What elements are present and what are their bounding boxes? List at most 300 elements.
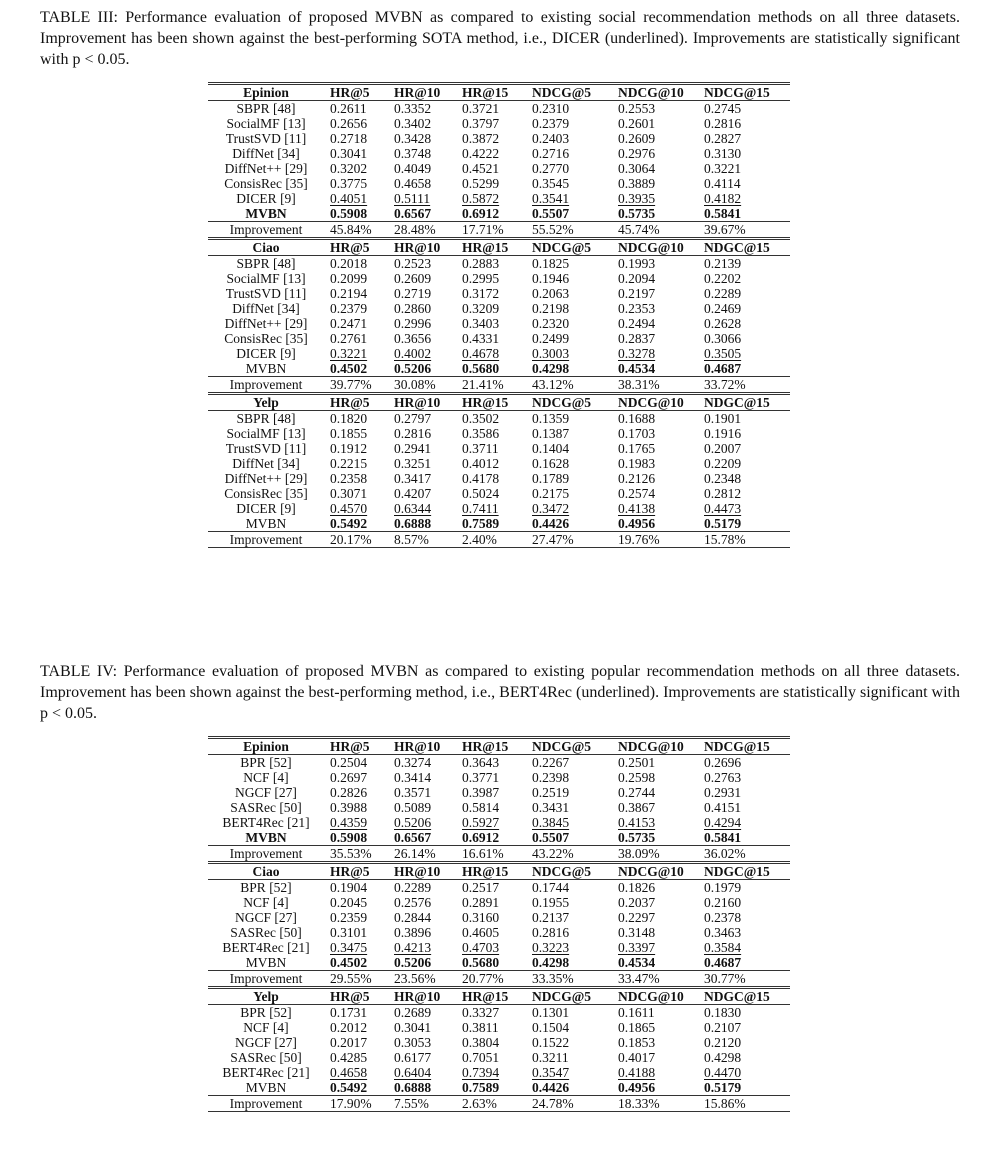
table-row bbox=[208, 206, 790, 222]
metric-value: 0.6567 bbox=[394, 206, 432, 221]
metric-value: 0.3775 bbox=[330, 176, 368, 191]
metric-value: 0.5111 bbox=[394, 191, 431, 206]
metric-value: 0.3251 bbox=[394, 456, 432, 471]
metric-cell bbox=[526, 176, 612, 191]
metric-value: 0.3545 bbox=[532, 176, 570, 191]
metric-value: 0.2697 bbox=[330, 770, 368, 785]
metric-value: 0.3502 bbox=[462, 411, 500, 426]
metric-value: 0.4521 bbox=[462, 161, 500, 176]
metric-value: 0.4687 bbox=[704, 955, 742, 970]
metric-cell bbox=[456, 331, 526, 346]
metric-cell bbox=[612, 316, 698, 331]
metric-cell bbox=[526, 1065, 612, 1080]
improvement-value: 55.52% bbox=[526, 222, 612, 239]
metric-value: 0.3475 bbox=[330, 940, 368, 955]
metric-value: 0.2063 bbox=[532, 286, 570, 301]
metric-value: 0.2358 bbox=[330, 471, 368, 486]
metric-value: 0.6888 bbox=[394, 516, 432, 531]
metric-value: 0.4605 bbox=[462, 925, 500, 940]
metric-cell bbox=[388, 206, 456, 222]
metric-cell bbox=[324, 895, 388, 910]
metric-value: 0.3896 bbox=[394, 925, 432, 940]
metric-value: 0.3748 bbox=[394, 146, 432, 161]
metric-value: 0.2348 bbox=[704, 471, 742, 486]
metric-cell bbox=[698, 301, 790, 316]
metric-value: 0.5841 bbox=[704, 206, 742, 221]
table-row bbox=[208, 161, 790, 176]
metric-value: 0.3472 bbox=[532, 501, 570, 516]
metric-value: 0.4178 bbox=[462, 471, 500, 486]
table-row bbox=[208, 1005, 790, 1021]
metric-cell bbox=[612, 830, 698, 846]
metric-value: 0.2718 bbox=[330, 131, 368, 146]
metric-value: 0.1901 bbox=[704, 411, 742, 426]
metric-cell bbox=[388, 755, 456, 771]
metric-value: 0.3867 bbox=[618, 800, 656, 815]
metric-cell bbox=[456, 256, 526, 272]
metric-header: NDCG@5 bbox=[526, 738, 612, 755]
metric-value: 0.3397 bbox=[618, 940, 656, 955]
table-row bbox=[208, 101, 790, 117]
metric-value: 0.1826 bbox=[618, 880, 656, 895]
metric-cell bbox=[456, 1065, 526, 1080]
metric-cell bbox=[612, 161, 698, 176]
metric-value: 0.3101 bbox=[330, 925, 368, 940]
metric-cell bbox=[612, 146, 698, 161]
metric-cell bbox=[324, 815, 388, 830]
metric-cell bbox=[526, 940, 612, 955]
metric-cell bbox=[698, 1050, 790, 1065]
metric-cell bbox=[526, 161, 612, 176]
table-row bbox=[208, 755, 790, 771]
metric-cell bbox=[698, 346, 790, 361]
metric-header: NDCG@10 bbox=[612, 863, 698, 880]
improvement-value: 20.17% bbox=[324, 532, 388, 548]
metric-cell bbox=[456, 131, 526, 146]
metric-cell bbox=[388, 191, 456, 206]
metric-header: NDCG@10 bbox=[612, 738, 698, 755]
metric-value: 0.2816 bbox=[394, 426, 432, 441]
metric-cell bbox=[324, 271, 388, 286]
metric-value: 0.2519 bbox=[532, 785, 570, 800]
metric-value: 0.4534 bbox=[618, 361, 656, 376]
metric-value: 0.4182 bbox=[704, 191, 742, 206]
metric-cell bbox=[698, 411, 790, 427]
metric-cell bbox=[456, 101, 526, 117]
metric-value: 0.3041 bbox=[330, 146, 368, 161]
metric-value: 0.2941 bbox=[394, 441, 432, 456]
improvement-value: 17.71% bbox=[456, 222, 526, 239]
metric-cell bbox=[388, 770, 456, 785]
dataset-label: Ciao bbox=[208, 239, 324, 256]
metric-cell bbox=[456, 286, 526, 301]
metric-cell bbox=[456, 161, 526, 176]
metric-cell bbox=[388, 456, 456, 471]
method-name: DiffNet [34] bbox=[232, 301, 300, 316]
method-name: SocialMF [13] bbox=[226, 426, 306, 441]
metric-value: 0.4956 bbox=[618, 516, 656, 531]
metric-cell bbox=[526, 426, 612, 441]
metric-value: 0.3571 bbox=[394, 785, 432, 800]
metric-cell bbox=[526, 770, 612, 785]
metric-value: 0.2609 bbox=[618, 131, 656, 146]
metric-cell bbox=[324, 755, 388, 771]
metric-cell bbox=[526, 286, 612, 301]
metric-value: 0.2379 bbox=[532, 116, 570, 131]
metric-value: 0.3505 bbox=[704, 346, 742, 361]
metric-cell bbox=[388, 256, 456, 272]
metric-cell bbox=[526, 256, 612, 272]
section-header-row bbox=[208, 239, 790, 256]
metric-cell bbox=[456, 471, 526, 486]
metric-cell bbox=[526, 191, 612, 206]
metric-cell bbox=[456, 955, 526, 971]
metric-header: HR@15 bbox=[456, 84, 526, 101]
improvement-label: Improvement bbox=[208, 532, 324, 548]
metric-cell bbox=[698, 286, 790, 301]
metric-cell bbox=[388, 800, 456, 815]
metric-value: 0.3160 bbox=[462, 910, 500, 925]
metric-cell bbox=[324, 331, 388, 346]
improvement-value: 18.33% bbox=[612, 1096, 698, 1112]
metric-value: 0.2601 bbox=[618, 116, 656, 131]
metric-value: 0.4658 bbox=[330, 1065, 368, 1080]
improvement-value: 7.55% bbox=[388, 1096, 456, 1112]
metric-cell bbox=[456, 1050, 526, 1065]
table-row bbox=[208, 426, 790, 441]
metric-cell bbox=[698, 501, 790, 516]
metric-cell bbox=[612, 116, 698, 131]
metric-header: NDCG@10 bbox=[612, 84, 698, 101]
metric-cell bbox=[612, 471, 698, 486]
metric-cell bbox=[612, 815, 698, 830]
metric-value: 0.5680 bbox=[462, 361, 500, 376]
metric-value: 0.6344 bbox=[394, 501, 432, 516]
method-name: NGCF [27] bbox=[235, 910, 297, 925]
metric-value: 0.2770 bbox=[532, 161, 570, 176]
improvement-value: 16.61% bbox=[456, 846, 526, 863]
metric-header: HR@5 bbox=[324, 239, 388, 256]
metric-cell bbox=[698, 880, 790, 896]
metric-value: 0.5908 bbox=[330, 830, 368, 845]
metric-value: 0.4188 bbox=[618, 1065, 656, 1080]
metric-cell bbox=[526, 1080, 612, 1096]
metric-value: 0.6912 bbox=[462, 830, 500, 845]
metric-value: 0.2628 bbox=[704, 316, 742, 331]
improvement-label: Improvement bbox=[208, 846, 324, 863]
metric-cell bbox=[324, 800, 388, 815]
metric-cell bbox=[698, 146, 790, 161]
metric-value: 0.4502 bbox=[330, 955, 368, 970]
metric-header: HR@10 bbox=[388, 394, 456, 411]
metric-header: NDGC@15 bbox=[698, 863, 790, 880]
metric-value: 0.7394 bbox=[462, 1065, 500, 1080]
metric-value: 0.3417 bbox=[394, 471, 432, 486]
metric-header: HR@5 bbox=[324, 988, 388, 1005]
metric-cell bbox=[698, 1020, 790, 1035]
metric-cell bbox=[324, 1080, 388, 1096]
metric-cell bbox=[456, 815, 526, 830]
metric-value: 0.6404 bbox=[394, 1065, 432, 1080]
metric-value: 0.2598 bbox=[618, 770, 656, 785]
metric-cell bbox=[388, 501, 456, 516]
metric-cell bbox=[526, 501, 612, 516]
metric-cell bbox=[388, 516, 456, 532]
improvement-value: 43.12% bbox=[526, 377, 612, 394]
metric-cell bbox=[388, 471, 456, 486]
metric-value: 0.2403 bbox=[532, 131, 570, 146]
metric-cell bbox=[324, 316, 388, 331]
method-name: TrustSVD [11] bbox=[225, 131, 307, 146]
metric-cell bbox=[456, 116, 526, 131]
method-name: SocialMF [13] bbox=[226, 271, 306, 286]
method-name: DiffNet++ [29] bbox=[224, 161, 308, 176]
metric-cell bbox=[526, 361, 612, 377]
metric-value: 0.2215 bbox=[330, 456, 368, 471]
metric-cell bbox=[388, 925, 456, 940]
metric-cell bbox=[612, 895, 698, 910]
metric-cell bbox=[388, 1050, 456, 1065]
metric-cell bbox=[388, 411, 456, 427]
metric-cell bbox=[526, 116, 612, 131]
metric-value: 0.3804 bbox=[462, 1035, 500, 1050]
metric-value: 0.3148 bbox=[618, 925, 656, 940]
method-name: MVBN bbox=[245, 206, 287, 221]
metric-value: 0.2471 bbox=[330, 316, 368, 331]
metric-cell bbox=[388, 785, 456, 800]
method-name: DICER [9] bbox=[236, 191, 296, 206]
metric-cell bbox=[456, 1035, 526, 1050]
metric-cell bbox=[612, 1065, 698, 1080]
improvement-value: 39.67% bbox=[698, 222, 790, 239]
metric-value: 0.4298 bbox=[532, 955, 570, 970]
metric-cell bbox=[526, 880, 612, 896]
metric-cell bbox=[612, 271, 698, 286]
metric-value: 0.1387 bbox=[532, 426, 570, 441]
metric-value: 0.4956 bbox=[618, 1080, 656, 1095]
metric-value: 0.3811 bbox=[462, 1020, 499, 1035]
method-name: DICER [9] bbox=[236, 501, 296, 516]
table-row bbox=[208, 346, 790, 361]
metric-cell bbox=[388, 1035, 456, 1050]
metric-value: 0.1611 bbox=[618, 1005, 655, 1020]
metric-value: 0.6912 bbox=[462, 206, 500, 221]
metric-cell bbox=[456, 316, 526, 331]
metric-value: 0.1522 bbox=[532, 1035, 570, 1050]
improvement-row bbox=[208, 377, 790, 394]
metric-cell bbox=[526, 895, 612, 910]
metric-value: 0.5507 bbox=[532, 206, 570, 221]
method-name: NCF [4] bbox=[243, 895, 289, 910]
metric-cell bbox=[388, 1065, 456, 1080]
metric-value: 0.7411 bbox=[462, 501, 499, 516]
metric-header: HR@15 bbox=[456, 738, 526, 755]
table-row bbox=[208, 925, 790, 940]
method-name: MVBN bbox=[245, 830, 287, 845]
metric-cell bbox=[526, 1035, 612, 1050]
metric-value: 0.2120 bbox=[704, 1035, 742, 1050]
metric-value: 0.3352 bbox=[394, 101, 432, 116]
improvement-value: 36.02% bbox=[698, 846, 790, 863]
metric-value: 0.2494 bbox=[618, 316, 656, 331]
metric-value: 0.3041 bbox=[394, 1020, 432, 1035]
metric-cell bbox=[456, 830, 526, 846]
table-row bbox=[208, 1080, 790, 1096]
metric-cell bbox=[388, 426, 456, 441]
metric-value: 0.3066 bbox=[704, 331, 742, 346]
metric-value: 0.3988 bbox=[330, 800, 368, 815]
metric-cell bbox=[324, 910, 388, 925]
metric-value: 0.3202 bbox=[330, 161, 368, 176]
metric-cell bbox=[526, 206, 612, 222]
method-name: SASRec [50] bbox=[230, 925, 302, 940]
improvement-value: 38.09% bbox=[612, 846, 698, 863]
table-row bbox=[208, 316, 790, 331]
improvement-value: 33.47% bbox=[612, 971, 698, 988]
method-name: NGCF [27] bbox=[235, 1035, 297, 1050]
method-name: ConsisRec [35] bbox=[224, 486, 308, 501]
table-row bbox=[208, 331, 790, 346]
section-header-row bbox=[208, 863, 790, 880]
metric-value: 0.4426 bbox=[532, 516, 570, 531]
improvement-value: 2.40% bbox=[456, 532, 526, 548]
metric-cell bbox=[526, 955, 612, 971]
improvement-value: 29.55% bbox=[324, 971, 388, 988]
improvement-label: Improvement bbox=[208, 1096, 324, 1112]
metric-value: 0.3274 bbox=[394, 755, 432, 770]
metric-cell bbox=[324, 1050, 388, 1065]
metric-value: 0.2094 bbox=[618, 271, 656, 286]
method-name: SASRec [50] bbox=[230, 1050, 302, 1065]
metric-value: 0.3327 bbox=[462, 1005, 500, 1020]
table-row bbox=[208, 486, 790, 501]
metric-cell bbox=[698, 516, 790, 532]
metric-value: 0.4470 bbox=[704, 1065, 742, 1080]
method-name: SASRec [50] bbox=[230, 800, 302, 815]
metric-value: 0.1789 bbox=[532, 471, 570, 486]
metric-header: NDGC@15 bbox=[698, 394, 790, 411]
metric-value: 0.3172 bbox=[462, 286, 500, 301]
metric-cell bbox=[388, 161, 456, 176]
metric-cell bbox=[698, 1065, 790, 1080]
metric-cell bbox=[612, 1080, 698, 1096]
table-row bbox=[208, 131, 790, 146]
metric-cell bbox=[324, 1065, 388, 1080]
metric-value: 0.4473 bbox=[704, 501, 742, 516]
metric-value: 0.4359 bbox=[330, 815, 368, 830]
improvement-row bbox=[208, 1096, 790, 1112]
metric-value: 0.2931 bbox=[704, 785, 742, 800]
metric-cell bbox=[612, 770, 698, 785]
method-name: SocialMF [13] bbox=[226, 116, 306, 131]
metric-value: 0.2523 bbox=[394, 256, 432, 271]
metric-value: 0.2320 bbox=[532, 316, 570, 331]
table-row bbox=[208, 785, 790, 800]
metric-value: 0.1825 bbox=[532, 256, 570, 271]
table-row bbox=[208, 176, 790, 191]
table-row bbox=[208, 501, 790, 516]
improvement-value: 15.86% bbox=[698, 1096, 790, 1112]
metric-cell bbox=[612, 176, 698, 191]
metric-cell bbox=[526, 755, 612, 771]
table-row bbox=[208, 910, 790, 925]
table-row bbox=[208, 1035, 790, 1050]
method-name: MVBN bbox=[245, 516, 287, 531]
metric-value: 0.4298 bbox=[532, 361, 570, 376]
metric-cell bbox=[324, 1005, 388, 1021]
metric-value: 0.3771 bbox=[462, 770, 500, 785]
method-name: BERT4Rec [21] bbox=[222, 1065, 310, 1080]
table-row bbox=[208, 895, 790, 910]
metric-cell bbox=[612, 1005, 698, 1021]
metric-cell bbox=[612, 331, 698, 346]
table-row bbox=[208, 1065, 790, 1080]
metric-cell bbox=[456, 346, 526, 361]
metric-cell bbox=[456, 895, 526, 910]
metric-cell bbox=[698, 191, 790, 206]
improvement-value: 20.77% bbox=[456, 971, 526, 988]
metric-value: 0.1855 bbox=[330, 426, 368, 441]
table-row bbox=[208, 256, 790, 272]
metric-cell bbox=[324, 256, 388, 272]
metric-value: 0.3797 bbox=[462, 116, 500, 131]
metric-value: 0.1744 bbox=[532, 880, 570, 895]
metric-cell bbox=[324, 346, 388, 361]
metric-value: 0.5492 bbox=[330, 516, 368, 531]
metric-value: 0.2816 bbox=[704, 116, 742, 131]
metric-value: 0.2139 bbox=[704, 256, 742, 271]
metric-cell bbox=[612, 131, 698, 146]
metric-value: 0.5735 bbox=[618, 830, 656, 845]
metric-header: NDCG@10 bbox=[612, 394, 698, 411]
method-name: TrustSVD [11] bbox=[225, 441, 307, 456]
metric-cell bbox=[456, 426, 526, 441]
metric-header: HR@5 bbox=[324, 738, 388, 755]
improvement-row bbox=[208, 846, 790, 863]
metric-cell bbox=[388, 910, 456, 925]
metric-value: 0.3221 bbox=[704, 161, 742, 176]
metric-value: 0.3541 bbox=[532, 191, 570, 206]
improvement-row bbox=[208, 222, 790, 239]
metric-value: 0.3431 bbox=[532, 800, 570, 815]
metric-cell bbox=[324, 516, 388, 532]
metric-cell bbox=[612, 1020, 698, 1035]
improvement-label: Improvement bbox=[208, 377, 324, 394]
improvement-value: 8.57% bbox=[388, 532, 456, 548]
improvement-label: Improvement bbox=[208, 222, 324, 239]
metric-value: 0.2126 bbox=[618, 471, 656, 486]
metric-value: 0.3414 bbox=[394, 770, 432, 785]
metric-value: 0.4285 bbox=[330, 1050, 368, 1065]
metric-value: 0.3586 bbox=[462, 426, 500, 441]
metric-value: 0.2816 bbox=[532, 925, 570, 940]
metric-header: HR@15 bbox=[456, 988, 526, 1005]
metric-value: 0.7051 bbox=[462, 1050, 500, 1065]
metric-value: 0.1830 bbox=[704, 1005, 742, 1020]
metric-value: 0.3987 bbox=[462, 785, 500, 800]
metric-value: 0.1301 bbox=[532, 1005, 570, 1020]
metric-cell bbox=[612, 256, 698, 272]
section-header-row bbox=[208, 394, 790, 411]
metric-cell bbox=[456, 361, 526, 377]
metric-value: 0.5024 bbox=[462, 486, 500, 501]
method-name: MVBN bbox=[245, 955, 287, 970]
metric-value: 0.4002 bbox=[394, 346, 432, 361]
metric-value: 0.2202 bbox=[704, 271, 742, 286]
metric-value: 0.2037 bbox=[618, 895, 656, 910]
metric-value: 0.2883 bbox=[462, 256, 500, 271]
table-row bbox=[208, 1020, 790, 1035]
